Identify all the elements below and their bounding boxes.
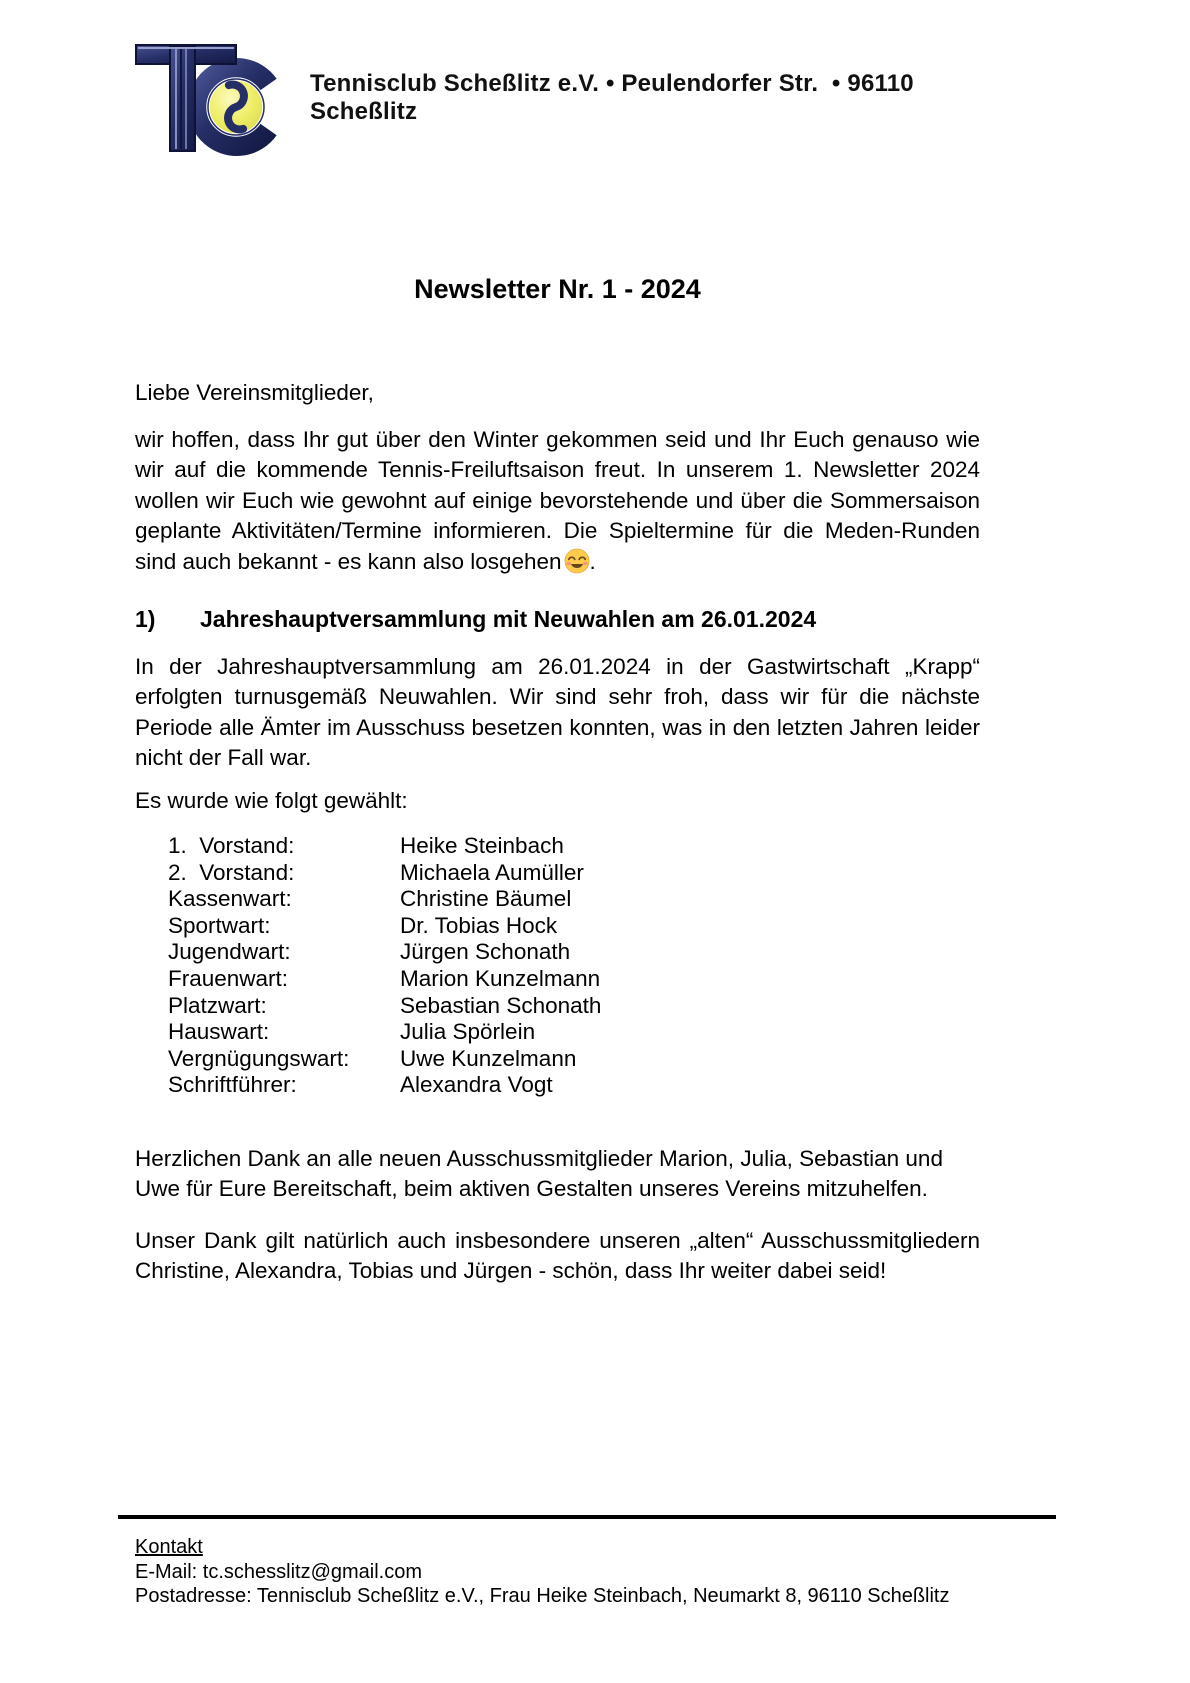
section-1-heading xyxy=(135,606,980,633)
official-name: Sebastian Schonath xyxy=(400,992,602,1018)
intro-paragraph xyxy=(135,425,980,577)
official-role: 2. Vorstand: xyxy=(168,859,295,885)
elected-officials-list xyxy=(168,833,868,1099)
section-1-paragraph: In der Jahreshauptversammlung am 26.01.2024 in der Gastwirtschaft „Krapp“ erfolgten turnusgemäß Neuwahlen. Wir sind sehr froh, dass wir für die nächste Periode alle Ämter im Ausschuss besetzen konnten, was in den letzten Jahren leider nicht der Fall war. xyxy=(135,654,980,771)
official-role: Kassenwart: xyxy=(168,886,292,912)
official-name: Julia Spörlein xyxy=(400,1019,536,1045)
official-row xyxy=(168,913,868,940)
club-address-line: Tennisclub Scheßlitz e.V. • Peulendorfer Str. • 96110 Scheßlitz xyxy=(310,70,914,125)
official-name: Jürgen Schonath xyxy=(400,939,571,965)
official-row xyxy=(168,966,868,993)
intro-text: wir hoffen, dass Ihr gut über den Winter gekommen seid und Ihr Euch genauso wie wir auf die kommende Tennis-Freiluftsaison freut. In unserem 1. Newsletter 2024 wollen wir Euch wie gewohnt auf einige bevorstehende und über die Sommersaison geplante Aktivitäten/Termine informieren. Die Spieltermine für die Meden-Runden sind auch bekannt - es kann also losgehen xyxy=(135,427,980,574)
official-role: Frauenwart: xyxy=(168,965,289,991)
official-row xyxy=(168,1046,868,1073)
official-name: Heike Steinbach xyxy=(400,833,564,858)
official-row xyxy=(168,860,868,887)
footer-email-line: E-Mail: tc.schesslitz@gmail.com xyxy=(135,1560,423,1583)
official-row xyxy=(168,939,868,966)
official-role: Platzwart: xyxy=(168,992,267,1018)
footer-contact-block xyxy=(135,1535,1075,1609)
elections-lead-in: Es wurde wie folgt gewählt: xyxy=(135,788,408,813)
official-name: Dr. Tobias Hock xyxy=(400,912,558,938)
official-row xyxy=(168,1019,868,1046)
official-role: 1. Vorstand: xyxy=(168,833,295,858)
official-name: Michaela Aumüller xyxy=(400,859,584,885)
official-row xyxy=(168,993,868,1020)
official-name: Christine Bäumel xyxy=(400,886,572,912)
salutation: Liebe Vereinsmitglieder, xyxy=(135,380,374,405)
section-number: 1) xyxy=(135,606,156,632)
official-role: Sportwart: xyxy=(168,912,271,938)
official-name: Alexandra Vogt xyxy=(400,1072,553,1098)
official-row xyxy=(168,833,868,860)
club-logo xyxy=(128,33,292,157)
official-name: Marion Kunzelmann xyxy=(400,965,601,991)
footer-divider xyxy=(118,1515,1056,1519)
official-role: Vergnügungswart: xyxy=(168,1045,350,1071)
footer-postal-line: Postadresse: Tennisclub Scheßlitz e.V., Frau Heike Steinbach, Neumarkt 8, 96110 Scheßlitz xyxy=(135,1585,950,1608)
smiling-emoji-icon xyxy=(564,548,590,574)
official-role: Schriftführer: xyxy=(168,1072,297,1098)
official-row xyxy=(168,1072,868,1099)
newsletter-title: Newsletter Nr. 1 - 2024 xyxy=(414,274,701,304)
intro-suffix: . xyxy=(589,548,596,574)
section-heading-text: Jahreshauptversammlung mit Neuwahlen am 26.01.2024 xyxy=(200,606,817,632)
official-row xyxy=(168,886,868,913)
official-role: Hauswart: xyxy=(168,1019,270,1045)
footer-contact-heading: Kontakt xyxy=(135,1536,203,1558)
thanks-old-members-paragraph: Unser Dank gilt natürlich auch insbesondere unseren „alten“ Ausschussmitgliedern Christine, Alexandra, Tobias und Jürgen - schön, dass Ihr weiter dabei seid! xyxy=(135,1228,980,1284)
official-name: Uwe Kunzelmann xyxy=(400,1045,577,1071)
official-role: Jugendwart: xyxy=(168,939,291,965)
tc-tennis-logo-icon xyxy=(128,33,292,157)
thanks-new-members-paragraph: Herzlichen Dank an alle neuen Ausschussmitglieder Marion, Julia, Sebastian und Uwe für Eure Bereitschaft, beim aktiven Gestalten unseres Vereins mitzuhelfen. xyxy=(135,1146,943,1202)
